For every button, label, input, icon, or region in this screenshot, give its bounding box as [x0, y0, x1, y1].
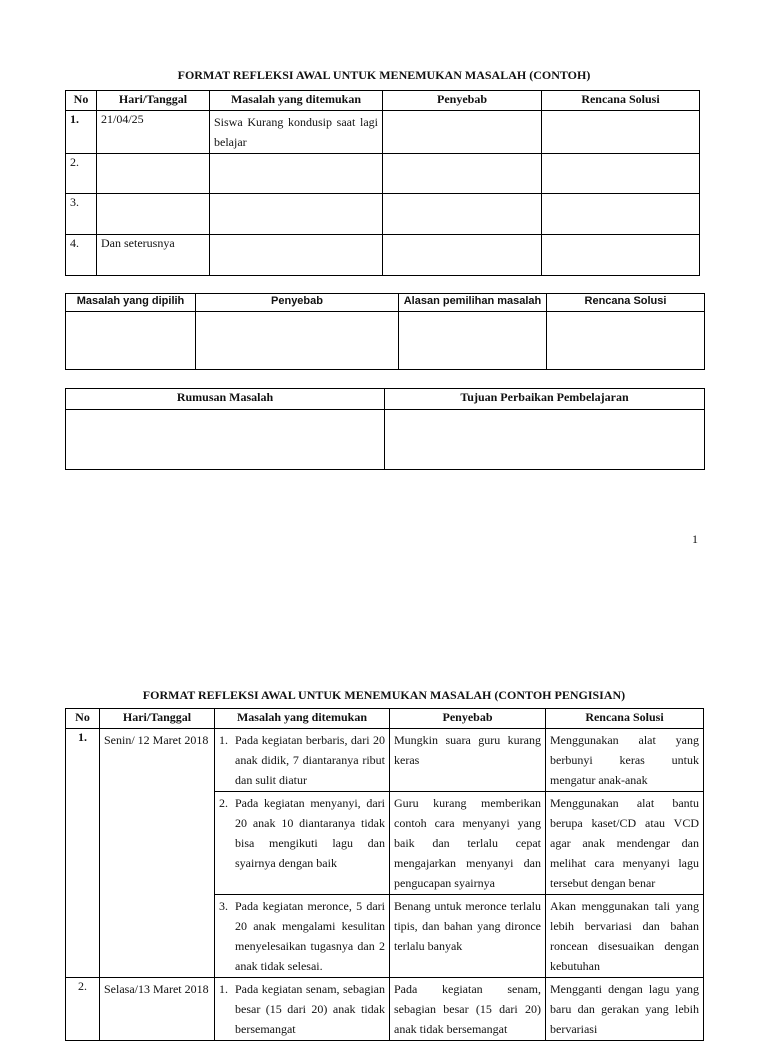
empty-cell	[399, 312, 547, 370]
row-date: Senin/ 12 Maret 2018	[100, 729, 215, 978]
row-no: 1.	[66, 729, 100, 978]
row-no: 1.	[66, 111, 97, 154]
row-no: 3.	[66, 194, 97, 235]
reflection-table-3	[65, 388, 705, 470]
header-selection-reason: Alasan pemilihan masalah	[399, 294, 547, 312]
empty-cell	[66, 312, 196, 370]
row-problem	[215, 978, 390, 1041]
header-cause: Penyebab	[196, 294, 399, 312]
row-cause: Pada kegiatan senam, sebagian besar (15 dari 20) anak tidak bersemangat	[390, 978, 546, 1041]
table-row	[66, 978, 704, 1041]
page-number: 1	[692, 532, 698, 546]
row-cause: Guru kurang memberikan contoh cara menyanyi yang baik dan terlalu cepat mengajarkan menyanyi dan pengucapan syairnya	[390, 792, 546, 895]
table-row	[66, 154, 700, 194]
empty-cell	[385, 410, 705, 470]
item-number: 2.	[219, 796, 228, 810]
header-no: No	[66, 91, 97, 111]
row-solution	[542, 111, 700, 154]
header-date: Hari/Tanggal	[100, 709, 215, 729]
empty-cell	[196, 312, 399, 370]
row-date	[97, 154, 210, 194]
header-selected-problem: Masalah yang dipilih	[66, 294, 196, 312]
item-problem-text: Pada kegiatan meronce, 5 dari 20 anak mengalami kesulitan menyelesaikan tugasnya dan 2 anak tidak selesai.	[235, 899, 385, 973]
row-solution	[542, 194, 700, 235]
header-cause: Penyebab	[383, 91, 542, 111]
row-solution: Akan menggunakan tali yang lebih bervariasi dan bahan roncean disesuaikan dengan kebutuhan	[546, 895, 704, 978]
header-solution: Rencana Solusi	[546, 709, 704, 729]
row-date	[97, 194, 210, 235]
header-date: Hari/Tanggal	[97, 91, 210, 111]
item-problem-text: Pada kegiatan senam, sebagian besar (15 dari 20) anak tidak bersemangat	[235, 982, 385, 1036]
header-solution: Rencana Solusi	[542, 91, 700, 111]
row-cause	[383, 111, 542, 154]
row-no: 4.	[66, 235, 97, 276]
row-cause: Benang untuk meronce terlalu tipis, dan bahan yang dironce terlalu banyak	[390, 895, 546, 978]
row-problem	[215, 729, 390, 792]
table-row	[66, 235, 700, 276]
row-problem	[210, 194, 383, 235]
item-problem-text: Pada kegiatan menyanyi, dari 20 anak 10 diantaranya tidak bisa mengikuti lagu dan syairnya dengan baik	[235, 796, 385, 870]
empty-cell	[66, 410, 385, 470]
header-problem: Masalah yang ditemukan	[215, 709, 390, 729]
row-date: Selasa/13 Maret 2018	[100, 978, 215, 1041]
example-table	[65, 708, 704, 1041]
row-date: Dan seterusnya	[97, 235, 210, 276]
empty-cell	[547, 312, 705, 370]
row-solution: Menggunakan alat bantu berupa kaset/CD atau VCD agar anak mendengar dan melihat cara menyanyi lagu tersebut dengan benar	[546, 792, 704, 895]
header-no: No	[66, 709, 100, 729]
header-improvement-goal: Tujuan Perbaikan Pembelajaran	[385, 389, 705, 410]
header-cause: Penyebab	[390, 709, 546, 729]
table-row	[66, 312, 705, 370]
row-problem	[210, 154, 383, 194]
item-number: 1.	[219, 733, 228, 747]
table-row	[66, 194, 700, 235]
row-cause	[383, 194, 542, 235]
row-solution: Menggunakan alat yang berbunyi keras untuk mengatur anak-anak	[546, 729, 704, 792]
reflection-table-2	[65, 293, 705, 370]
header-solution: Rencana Solusi	[547, 294, 705, 312]
item-number: 1.	[219, 982, 228, 996]
row-date: 21/04/25	[97, 111, 210, 154]
row-cause	[383, 154, 542, 194]
row-solution	[542, 235, 700, 276]
row-problem	[210, 235, 383, 276]
reflection-table-1	[65, 90, 700, 276]
row-solution	[542, 154, 700, 194]
item-problem-text: Pada kegiatan berbaris, dari 20 anak didik, 7 diantaranya ribut dan sulit diatur	[235, 733, 385, 787]
row-no: 2.	[66, 978, 100, 1041]
row-cause	[383, 235, 542, 276]
table-row	[66, 729, 704, 792]
row-no: 2.	[66, 154, 97, 194]
row-solution: Mengganti dengan lagu yang baru dan gerakan yang lebih bervariasi	[546, 978, 704, 1041]
table-row	[66, 111, 700, 154]
header-problem: Masalah yang ditemukan	[210, 91, 383, 111]
row-problem	[215, 895, 390, 978]
page2-title: FORMAT REFLEKSI AWAL UNTUK MENEMUKAN MASALAH (CONTOH PENGISIAN)	[142, 688, 626, 702]
row-problem	[215, 792, 390, 895]
item-number: 3.	[219, 899, 228, 913]
row-cause: Mungkin suara guru kurang keras	[390, 729, 546, 792]
row-problem: Siswa Kurang kondusip saat lagi belajar	[210, 111, 383, 154]
header-problem-formulation: Rumusan Masalah	[66, 389, 385, 410]
page1-title: FORMAT REFLEKSI AWAL UNTUK MENEMUKAN MASALAH (CONTOH)	[177, 68, 591, 82]
table-row	[66, 410, 705, 470]
